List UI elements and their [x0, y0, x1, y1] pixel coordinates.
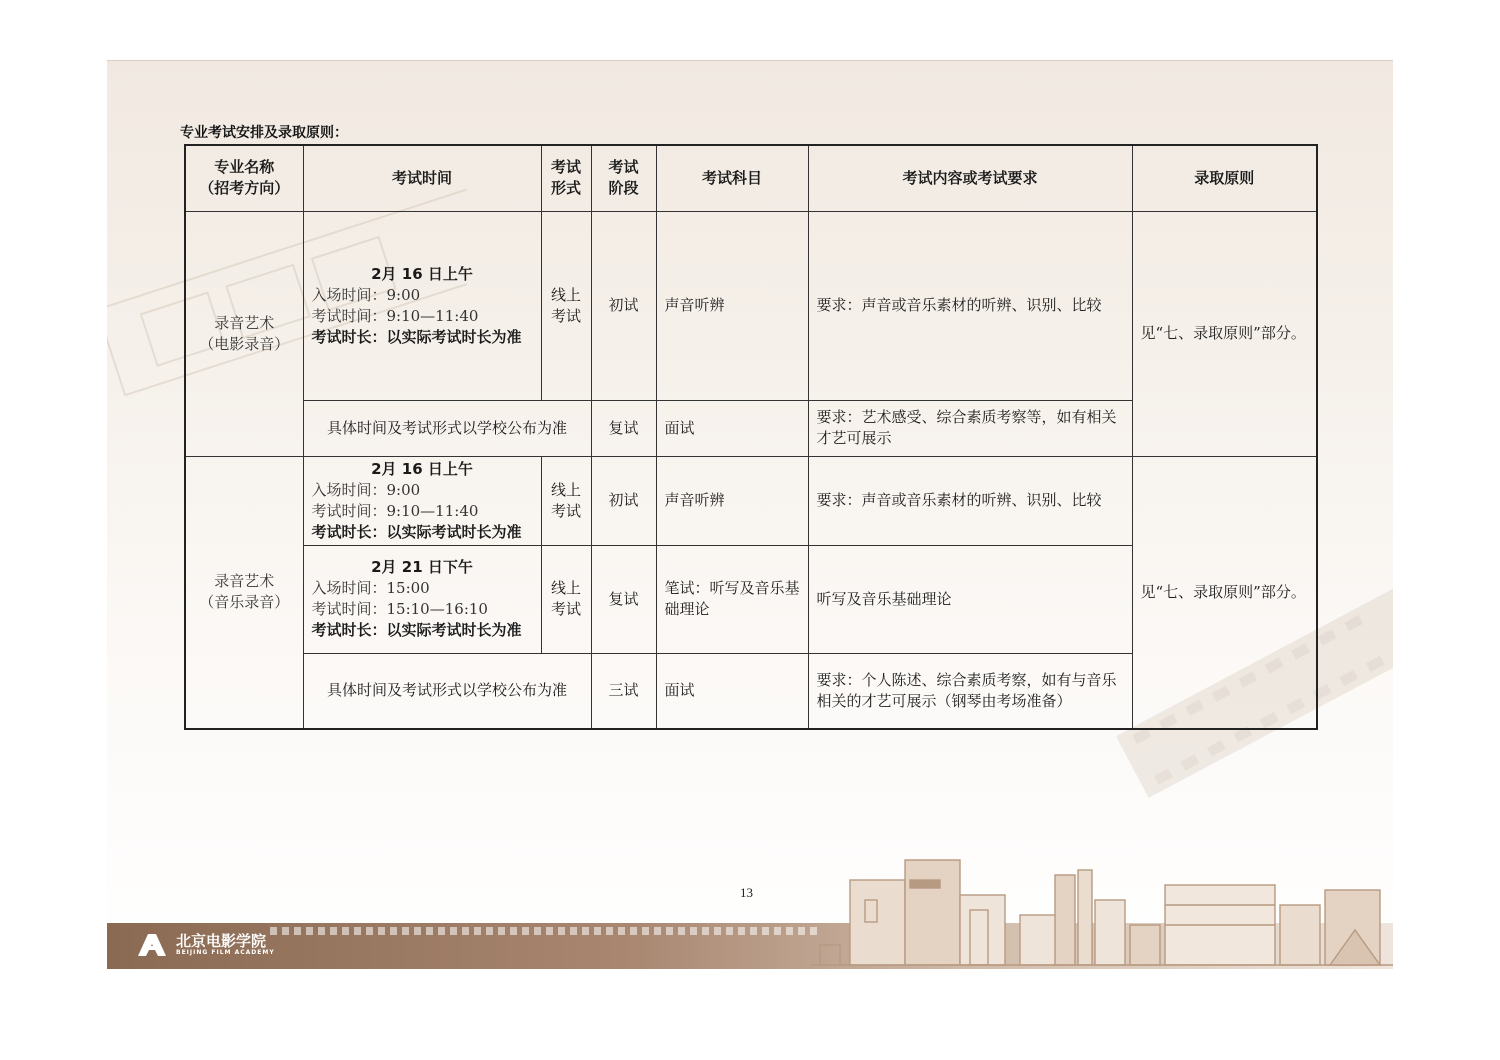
major-name: 录音艺术 [214, 572, 275, 591]
exam-time: 考试时间：15:10—16:10 [311, 600, 488, 618]
exam-duration: 考试时长：以实际考试时长为准 [311, 522, 522, 541]
perforation-hole [630, 927, 637, 935]
header-subject: 考试科目 [656, 145, 808, 211]
header-admission: 录取原则 [1132, 145, 1317, 211]
exam-form-line1: 线上 [550, 285, 581, 304]
header-row [185, 145, 1317, 211]
exam-stage-cell: 复试 [591, 400, 656, 456]
perforation-hole [738, 927, 745, 935]
entry-time: 入场时间：9:00 [311, 285, 421, 304]
exam-stage-cell: 初试 [591, 211, 656, 400]
perforation-hole [606, 927, 613, 935]
perforation-hole [402, 927, 409, 935]
exam-schedule-table [184, 144, 1318, 730]
exam-form-cell [541, 211, 591, 400]
major-direction: （音乐录音） [199, 593, 290, 612]
perforation-hole [690, 927, 697, 935]
section-title: 专业考试安排及录取原则： [180, 125, 348, 141]
exam-time-cell [303, 456, 541, 545]
header-major-line1: 专业名称 [214, 158, 275, 177]
exam-content-cell: 听写及音乐基础理论 [808, 545, 1132, 653]
academy-logo [134, 930, 275, 958]
perforation-hole [558, 927, 565, 935]
exam-subject-cell: 笔试：听写及音乐基础理论 [656, 545, 808, 653]
admission-cell: 见“七、录取原则”部分。 [1132, 211, 1317, 456]
header-stage [591, 145, 656, 211]
perforation-hole [726, 927, 733, 935]
exam-time: 考试时间：9:10—11:40 [311, 501, 479, 520]
exam-content-cell: 要求：声音或音乐素材的听辨、识别、比较 [808, 211, 1132, 400]
header-stage-line1: 考试 [608, 158, 639, 177]
perforation-hole [618, 927, 625, 935]
film-perforation-strip [270, 926, 830, 938]
exam-form-line1: 线上 [550, 579, 581, 597]
exam-content-cell: 要求：艺术感受、综合素质考察等，如有相关才艺可展示 [808, 400, 1132, 456]
perforation-hole [774, 927, 781, 935]
exam-time: 考试时间：9:10—11:40 [311, 306, 479, 325]
header-form [541, 145, 591, 211]
academy-logo-text [176, 933, 275, 956]
admission-cell: 见“七、录取原则”部分。 [1132, 456, 1317, 729]
perforation-hole [570, 927, 577, 935]
perforation-hole [654, 927, 661, 935]
major-cell [185, 456, 303, 729]
exam-subject-cell: 声音听辨 [656, 456, 808, 545]
perforation-hole [318, 927, 325, 935]
perforation-hole [582, 927, 589, 935]
header-form-line1: 考试 [550, 158, 581, 177]
exam-form-line2: 考试 [550, 501, 581, 520]
perforation-hole [714, 927, 721, 935]
major-cell [185, 211, 303, 456]
exam-subject-cell: 声音听辨 [656, 211, 808, 400]
exam-time-note-cell: 具体时间及考试形式以学校公布为准 [303, 653, 591, 729]
academy-emblem-icon [134, 930, 170, 958]
perforation-hole [666, 927, 673, 935]
perforation-hole [522, 927, 529, 935]
exam-form-line2: 考试 [550, 306, 581, 325]
academy-name-en: BEIJING FILM ACADEMY [176, 948, 275, 956]
header-major [185, 145, 303, 211]
header-form-line2: 形式 [550, 179, 581, 198]
header-stage-line2: 阶段 [608, 179, 639, 198]
table-row [185, 211, 1317, 400]
exam-time-note-cell: 具体时间及考试形式以学校公布为准 [303, 400, 591, 456]
perforation-hole [546, 927, 553, 935]
exam-stage-cell: 复试 [591, 545, 656, 653]
perforation-hole [486, 927, 493, 935]
perforation-hole [498, 927, 505, 935]
header-content: 考试内容或考试要求 [808, 145, 1132, 211]
exam-form-cell [541, 545, 591, 653]
perforation-hole [294, 927, 301, 935]
exam-date: 2月 16 日上午 [371, 459, 473, 478]
perforation-hole [378, 927, 385, 935]
header-time: 考试时间 [303, 145, 541, 211]
exam-form-line2: 考试 [550, 600, 581, 618]
exam-form-cell [541, 456, 591, 545]
academy-name-cn: 北京电影学院 [176, 931, 267, 950]
perforation-hole [390, 927, 397, 935]
perforation-hole [534, 927, 541, 935]
entry-time: 入场时间：9:00 [311, 480, 421, 499]
exam-subject-cell: 面试 [656, 653, 808, 729]
entry-time: 入场时间：15:00 [311, 579, 430, 597]
exam-time-cell [303, 545, 541, 653]
perforation-hole [786, 927, 793, 935]
exam-duration: 考试时长：以实际考试时长为准 [311, 327, 522, 346]
perforation-hole [762, 927, 769, 935]
exam-date: 2月 21 日下午 [371, 558, 473, 576]
perforation-hole [642, 927, 649, 935]
perforation-hole [342, 927, 349, 935]
perforation-hole [366, 927, 373, 935]
perforation-hole [354, 927, 361, 935]
major-direction: （电影录音） [199, 334, 290, 353]
perforation-hole [750, 927, 757, 935]
exam-content-cell: 要求：声音或音乐素材的听辨、识别、比较 [808, 456, 1132, 545]
perforation-hole [702, 927, 709, 935]
exam-duration: 考试时长：以实际考试时长为准 [311, 621, 522, 639]
perforation-hole [306, 927, 313, 935]
perforation-hole [426, 927, 433, 935]
perforation-hole [438, 927, 445, 935]
perforation-hole [678, 927, 685, 935]
exam-stage-cell: 初试 [591, 456, 656, 545]
exam-time-cell [303, 211, 541, 400]
exam-subject-cell: 面试 [656, 400, 808, 456]
perforation-hole [510, 927, 517, 935]
page-number: 13 [740, 885, 753, 900]
perforation-hole [462, 927, 469, 935]
header-major-line2: （招考方向） [199, 179, 290, 198]
campus-skyline-illustration [810, 850, 1393, 969]
perforation-hole [450, 927, 457, 935]
major-name: 录音艺术 [214, 313, 275, 332]
perforation-hole [414, 927, 421, 935]
exam-content-cell: 要求：个人陈述、综合素质考察，如有与音乐相关的才艺可展示（钢琴由考场准备） [808, 653, 1132, 729]
exam-stage-cell: 三试 [591, 653, 656, 729]
exam-date: 2月 16 日上午 [371, 264, 473, 283]
perforation-hole [594, 927, 601, 935]
perforation-hole [282, 927, 289, 935]
perforation-hole [474, 927, 481, 935]
exam-form-line1: 线上 [550, 480, 581, 499]
perforation-hole [330, 927, 337, 935]
table-row [185, 456, 1317, 545]
perforation-hole [798, 927, 805, 935]
